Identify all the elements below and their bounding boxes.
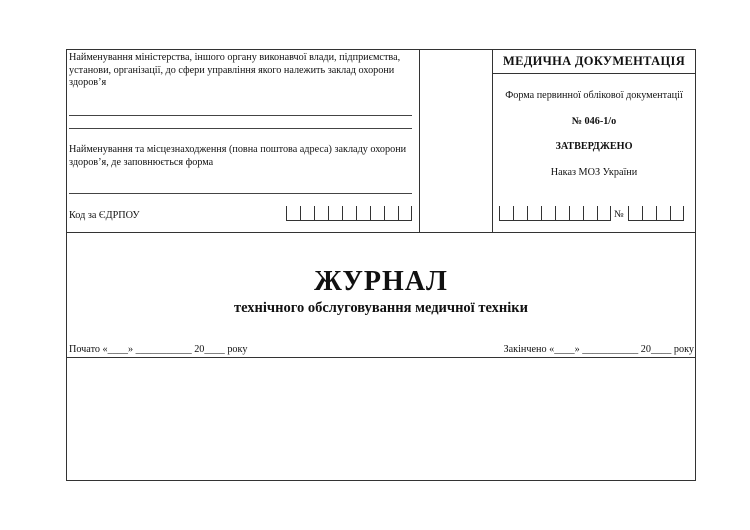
ministry-fill-line-1 (69, 115, 412, 116)
ministry-fill-line-2 (69, 128, 412, 129)
finished-date-line[interactable]: Закінчено «____» ___________ 20____ року (503, 344, 694, 355)
number-sign: № (614, 209, 624, 220)
form-type-label: Форма первинної облікової документації (505, 90, 683, 101)
header-bottom-line (66, 232, 696, 233)
code-boxes-right[interactable] (628, 206, 684, 221)
header-divider-left (419, 49, 420, 232)
ministry-label: Найменування міністерства, іншого органу виконавчої влади, підприємства, установи, організації, до сфери управління якого належить заклад охорони здоров’я (69, 52, 401, 89)
form-frame (66, 49, 696, 481)
edrpou-code-boxes[interactable] (286, 206, 412, 221)
started-date-line[interactable]: Почато «____» ___________ 20____ року (69, 344, 248, 355)
dates-line (66, 357, 696, 358)
institution-fill-line (69, 193, 412, 194)
journal-subtitle: технічного обслуговування медичної техніки (234, 300, 528, 316)
journal-title: ЖУРНАЛ (314, 266, 448, 297)
institution-label: Найменування та місцезнаходження (повна поштова адреса) закладу охорони здоров’я, де заповнюється форма (69, 144, 407, 168)
edrpou-label: Код за ЄДРПОУ (69, 210, 140, 221)
form-number: № 046-1/о (571, 116, 617, 127)
heading-underline (492, 73, 696, 74)
approved-label: ЗАТВЕРДЖЕНО (555, 141, 633, 152)
medical-documentation-heading: МЕДИЧНА ДОКУМЕНТАЦІЯ (502, 54, 686, 68)
order-label: Наказ МОЗ України (550, 167, 638, 178)
code-boxes-left[interactable] (499, 206, 611, 221)
